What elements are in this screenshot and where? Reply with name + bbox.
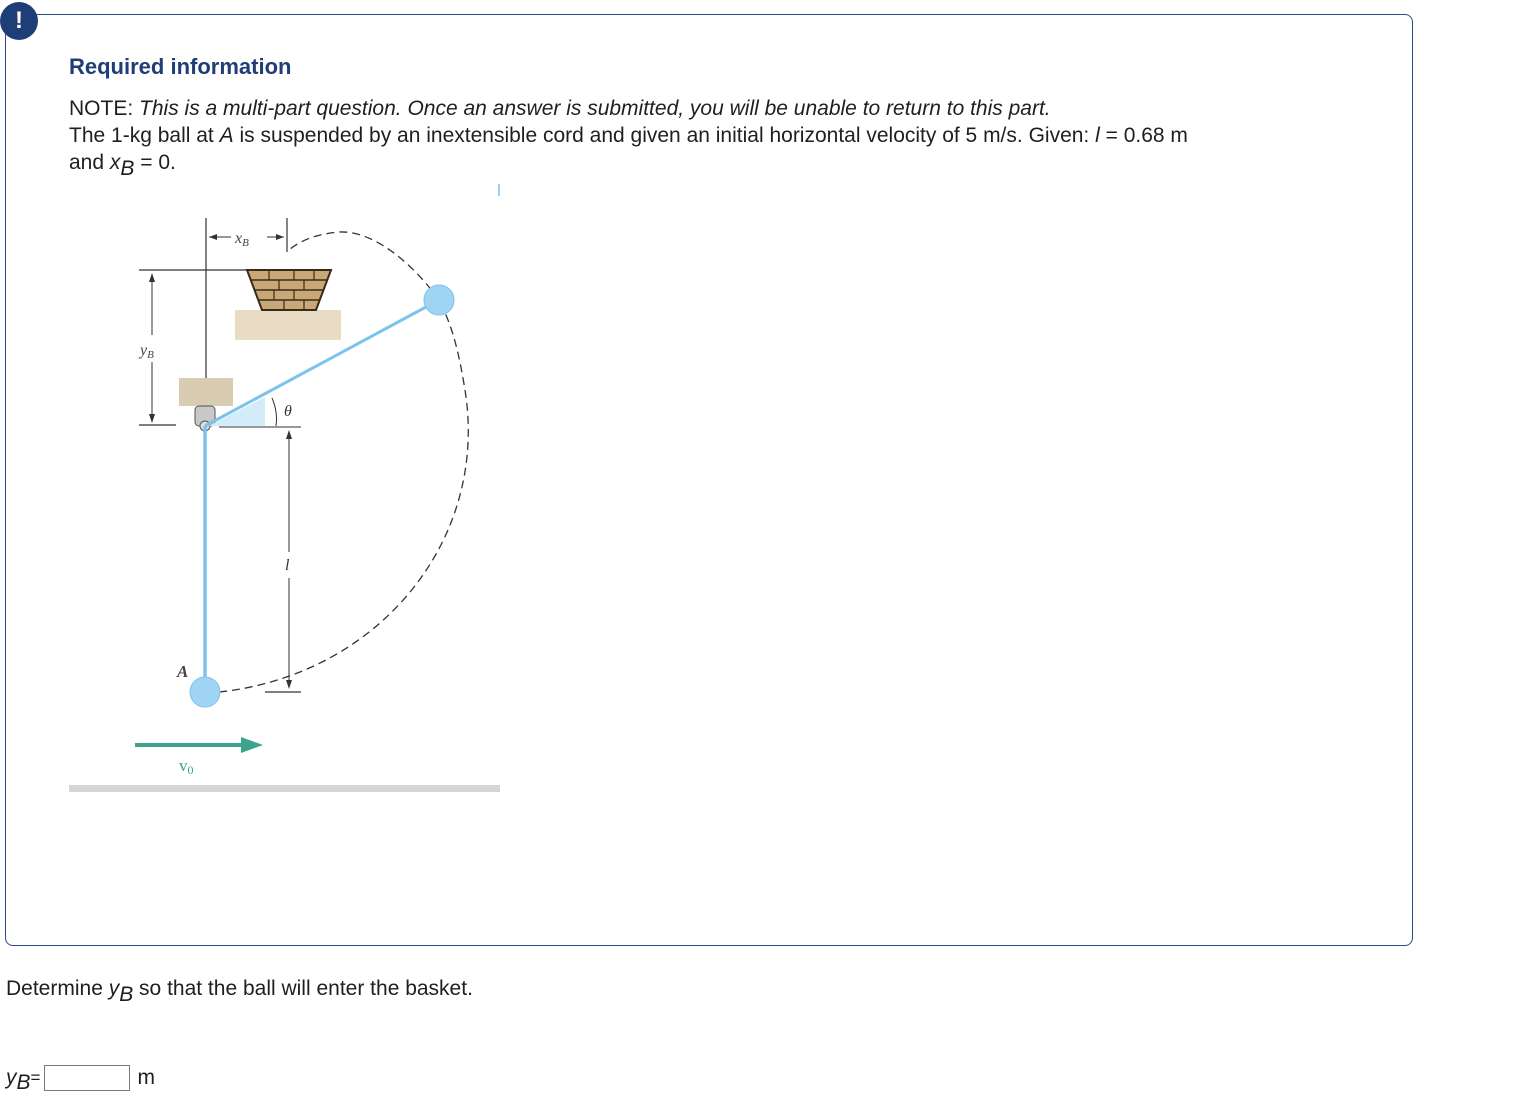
theta-label: θ [284,403,292,420]
var-a: A [219,124,234,147]
alert-icon: ! [0,2,38,40]
xb-label: xB [235,230,249,249]
l-label: l [285,557,290,574]
problem-text-1: The 1-kg ball at [69,124,220,147]
note-line [69,95,1369,122]
question-text [6,977,473,1006]
velocity-arrow-head [241,737,263,753]
question-suffix: so that the ball will enter the basket. [133,977,473,1000]
basket [247,270,331,310]
l-arrow-up [286,430,292,439]
xb-arrow-left [209,234,217,240]
angle-arc [272,398,277,426]
ground-bar [69,785,500,792]
l-arrow-down [286,680,292,689]
yb-arrow-up [149,273,155,282]
problem-figure [69,180,501,795]
var-x: x [109,151,121,174]
yb-arrow-down [149,414,155,423]
ball-at-release [424,285,454,315]
answer-label-subscript: B [16,1071,31,1094]
problem-text-2: is suspended by an inextensible cord and given an initial horizontal velocity of 5 m/s. Given: [233,124,1096,147]
question-prefix: Determine [6,977,109,1000]
answer-label-var: y [6,1066,17,1089]
ball-at-a [190,677,220,707]
pendulum-diagram [69,180,501,795]
v0-label: v0 [179,756,194,777]
yb-answer-input[interactable] [44,1065,130,1091]
info-title: Required information [69,54,292,79]
xb-arrow-right [276,234,284,240]
circular-path [219,300,468,692]
var-l: l [1095,124,1100,147]
var-x-subscript: B [120,157,135,180]
problem-text-4: and [69,151,110,174]
problem-line [69,122,1369,149]
answer-row [6,1065,155,1094]
basket-stand [235,310,341,340]
answer-label-equals: = [30,1068,41,1087]
note-text: This is a multi-part question. Once an answer is submitted, you will be unable to return to this part. [139,97,1051,120]
question-var: y [108,977,120,1000]
answer-unit: m [137,1066,155,1089]
question-var-subscript: B [119,983,134,1006]
problem-text-5: = 0. [134,151,176,174]
support-block [179,378,233,406]
a-label: A [177,662,189,681]
problem-line-2 [69,149,1369,180]
problem-statement [69,95,1369,180]
problem-text-3: = 0.68 m [1099,124,1188,147]
yb-label: yB [140,342,154,361]
note-label: NOTE: [69,97,134,120]
